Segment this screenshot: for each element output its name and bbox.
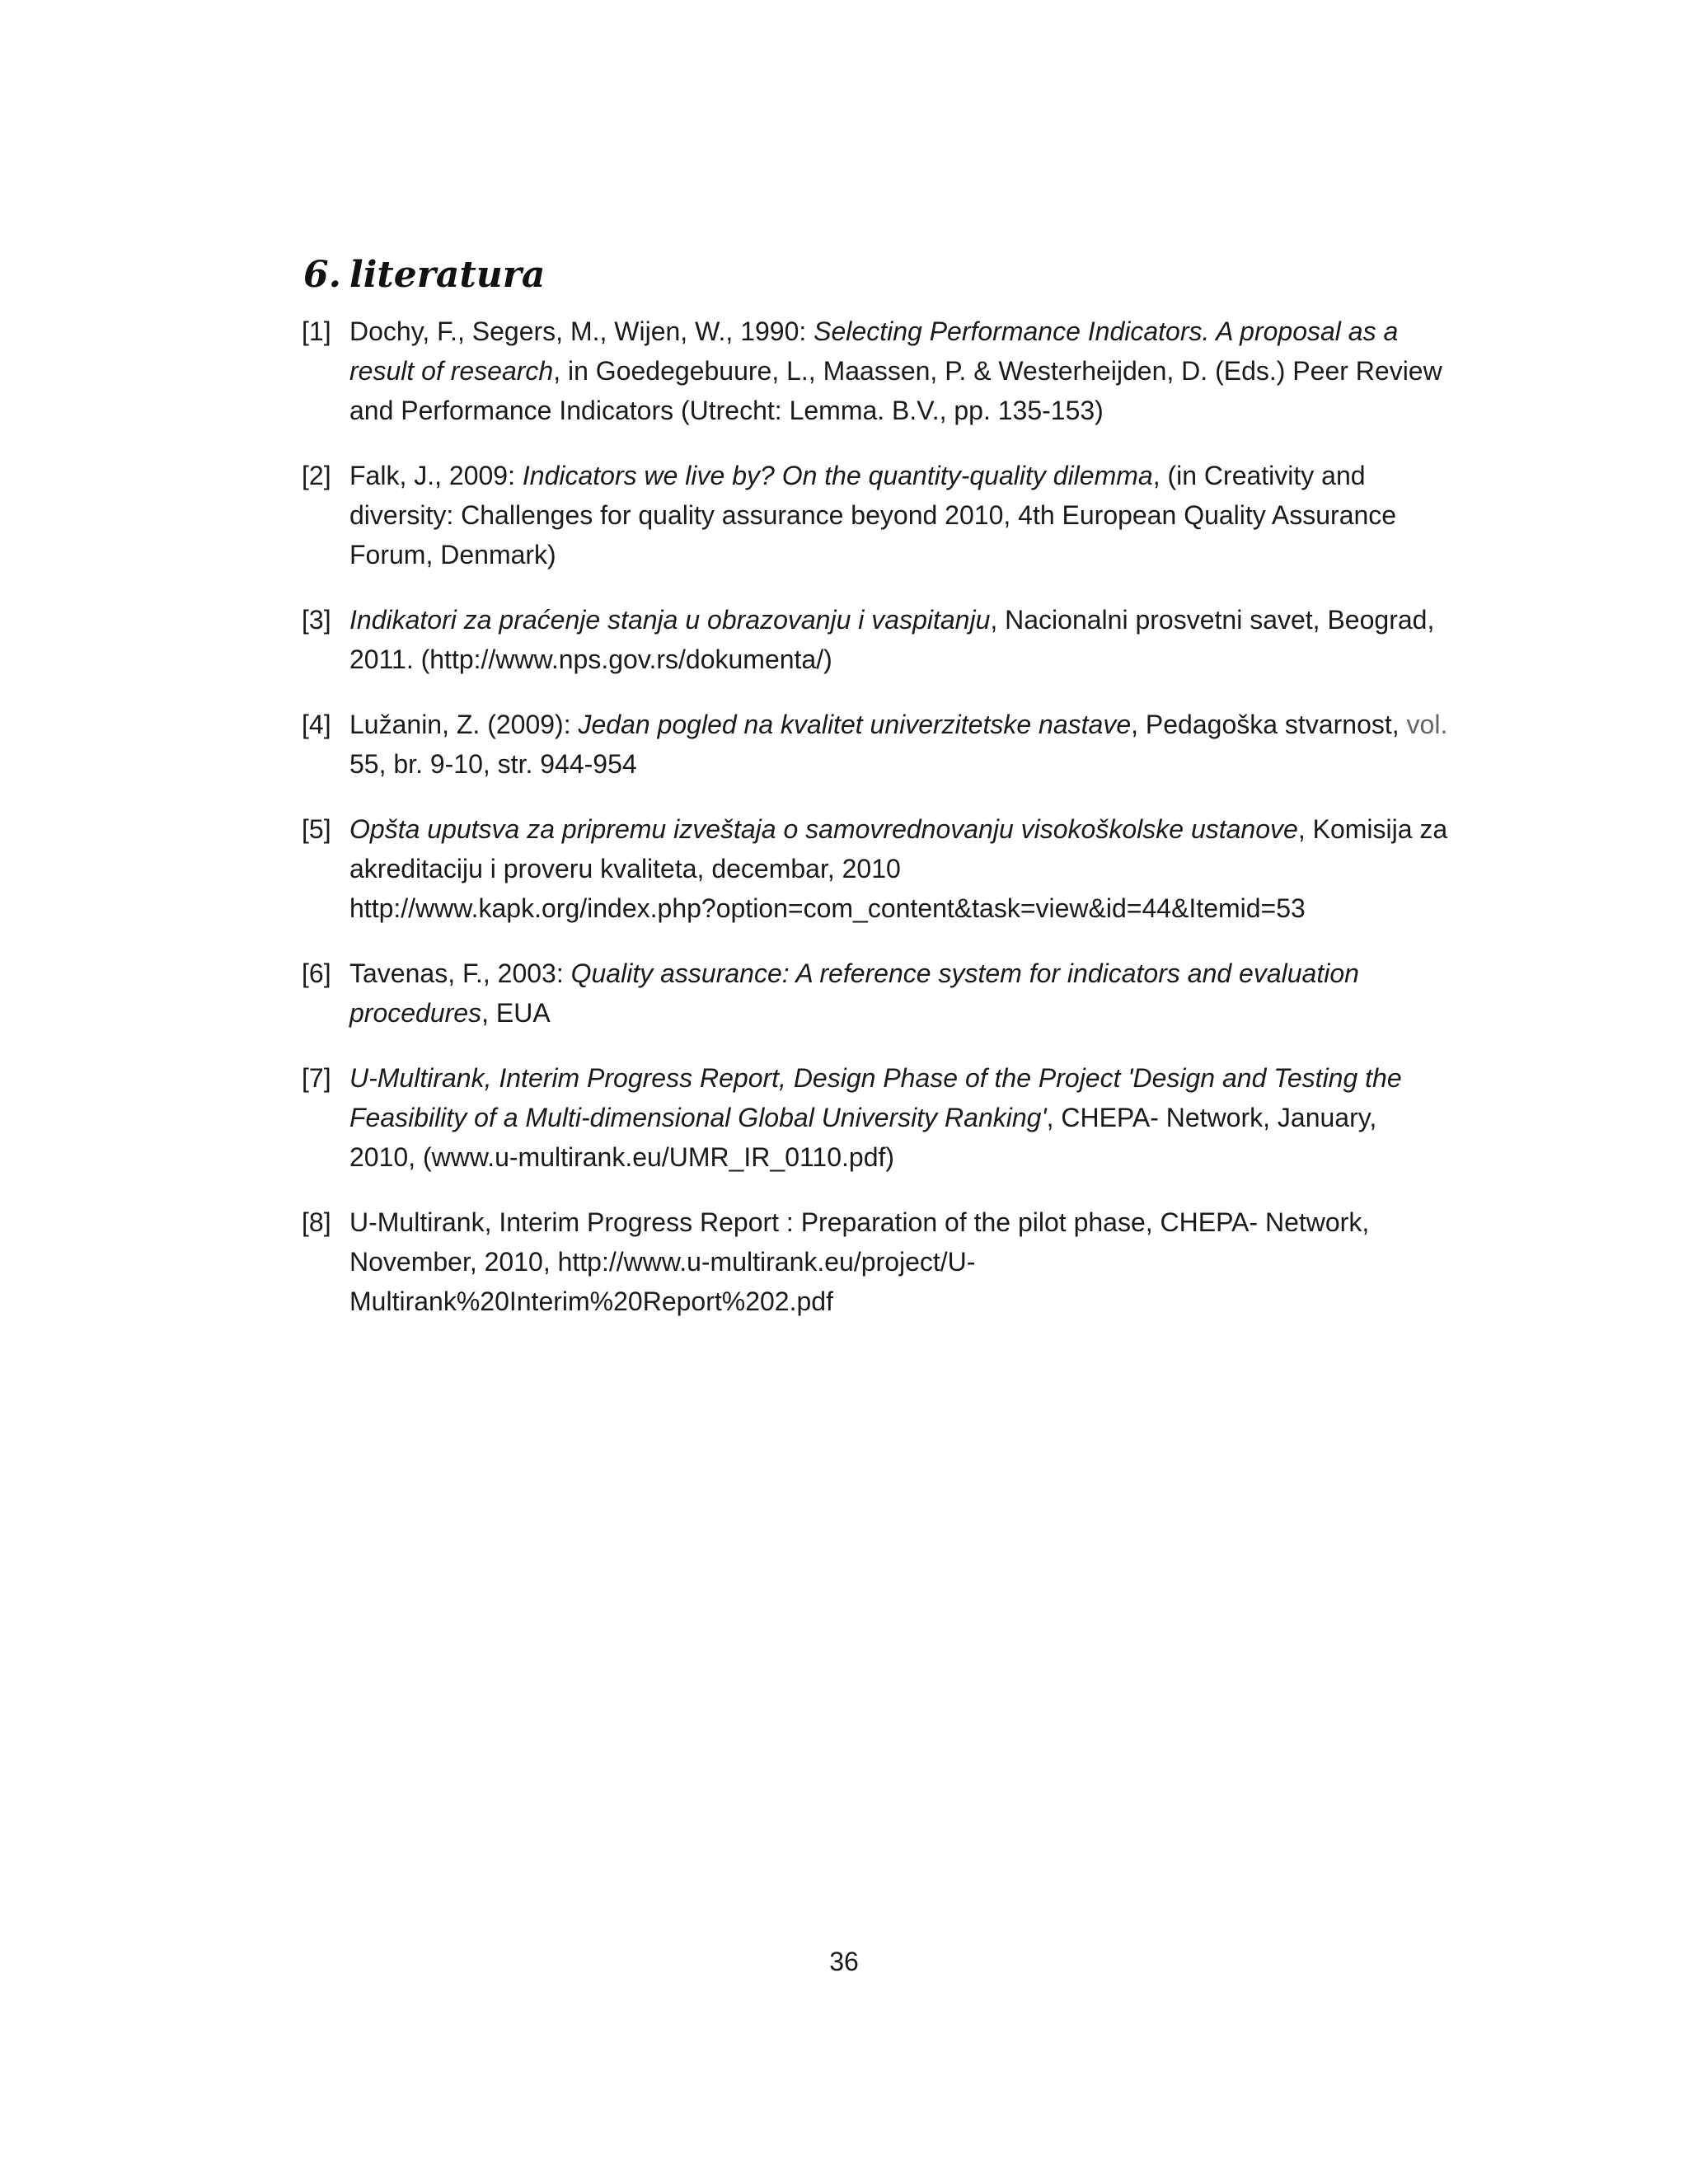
reference-line [349,1202,1423,1242]
reference-line [349,888,1423,928]
reference-segment: , EUA [481,998,551,1028]
reference-line [349,809,1448,849]
reference-text [349,312,1442,430]
reference-segment: Falk, J., 2009: [349,461,523,490]
reference-title-italic: Selecting Performance Indicators. A proposal as a [814,316,1399,346]
reference-segment-grey: vol. [1406,710,1448,739]
reference-item [302,1202,1423,1321]
reference-line [349,1282,1423,1321]
reference-segment: , Komisija za [1297,814,1448,844]
reference-segment: November, 2010, http://www.u-multirank.eu/project/U- [349,1247,976,1277]
reference-item [302,954,1423,1033]
reference-label: [2] [302,461,331,490]
page-number: 36 [829,1947,859,1976]
reference-label: [1] [302,316,331,346]
reference-line [349,1137,1423,1177]
reference-list [302,312,1448,1347]
reference-line [349,640,1423,679]
reference-segment: and Performance Indicators (Utrecht: Lemma. B.V., pp. 135-153) [349,396,1104,425]
reference-title-italic: Feasibility of a Multi-dimensional Global University Ranking' [349,1103,1047,1132]
reference-line [349,1098,1423,1137]
section-number: 6. [303,254,341,296]
reference-segment: , Nacionalni prosvetni savet, Beograd, [990,605,1435,635]
reference-segment: 2011. (http://www.nps.gov.rs/dokumenta/) [349,644,832,674]
reference-title-italic: procedures [349,998,482,1028]
reference-line [349,600,1435,640]
reference-title-italic: Quality assurance: A reference system for indicators and evaluation [570,958,1359,988]
reference-segment: Forum, Denmark) [349,540,556,569]
reference-segment: Lužanin, Z. (2009): [349,710,579,739]
reference-item [302,312,1442,430]
reference-item [302,1058,1423,1177]
reference-item [302,600,1435,679]
reference-text [349,1202,1423,1321]
reference-item [302,705,1448,784]
reference-line [349,705,1448,744]
reference-label: [4] [302,710,331,739]
reference-line [349,391,1423,430]
reference-segment: 55, br. 9-10, str. 944-954 [349,749,637,779]
reference-line [349,1058,1423,1098]
section-heading [303,252,545,298]
reference-line [349,993,1423,1033]
reference-line [349,351,1442,391]
reference-line [349,744,1423,784]
reference-line [349,954,1423,993]
reference-segment: diversity: Challenges for quality assurance beyond 2010, 4th European Quality Assurance [349,500,1397,530]
reference-segment: Multirank%20Interim%20Report%202.pdf [349,1286,833,1316]
reference-segment: akreditaciju i proveru kvaliteta, decembar, 2010 [349,854,901,883]
reference-line [349,1242,1423,1282]
reference-line [349,849,1423,888]
reference-item [302,809,1448,928]
reference-segment: Tavenas, F., 2003: [349,958,571,988]
reference-line [349,535,1423,574]
reference-text [349,809,1448,928]
reference-label: [6] [302,958,331,988]
reference-text [349,456,1423,574]
reference-item [302,456,1423,574]
reference-segment: , CHEPA- Network, January, [1046,1103,1377,1132]
reference-title-italic: result of research [349,356,554,386]
reference-segment: , in Goedegebuure, L., Maassen, P. & Westerheijden, D. (Eds.) Peer Review [553,356,1442,386]
reference-line [349,312,1423,351]
reference-text [349,600,1435,679]
reference-title-italic: Jedan pogled na kvalitet univerzitetske nastave [578,710,1132,739]
reference-segment: , Pedagoška stvarnost, [1131,710,1407,739]
reference-text [349,1058,1423,1177]
reference-segment: Dochy, F., Segers, M., Wijen, W., 1990: [349,316,814,346]
reference-line [349,495,1423,535]
reference-text [349,954,1423,1033]
reference-title-italic: Indikatori za praćenje stanja u obrazovanju i vaspitanju [349,605,991,635]
reference-text [349,705,1448,784]
reference-title-italic: U-Multirank, Interim Progress Report, Design Phase of the Project 'Design and Testing the [349,1063,1402,1093]
reference-label: [3] [302,605,331,635]
reference-segment: http://www.kapk.org/index.php?option=com_content&task=view&id=44&Itemid=53 [349,893,1306,923]
reference-label: [7] [302,1063,331,1093]
reference-title-italic: Indicators we live by? On the quantity-quality dilemma [522,461,1153,490]
reference-label: [8] [302,1207,331,1237]
reference-title-italic: Opšta uputsva za pripremu izveštaja o samovrednovanju visokoškolske ustanove [349,814,1298,844]
section-title: literatura [349,254,546,296]
reference-line [349,456,1423,495]
reference-segment: U-Multirank, Interim Progress Report : Preparation of the pilot phase, CHEPA- Network, [349,1207,1370,1237]
reference-label: [5] [302,814,331,844]
reference-segment: , (in Creativity and [1152,461,1366,490]
reference-segment: 2010, (www.u-multirank.eu/UMR_IR_0110.pdf) [349,1142,895,1172]
